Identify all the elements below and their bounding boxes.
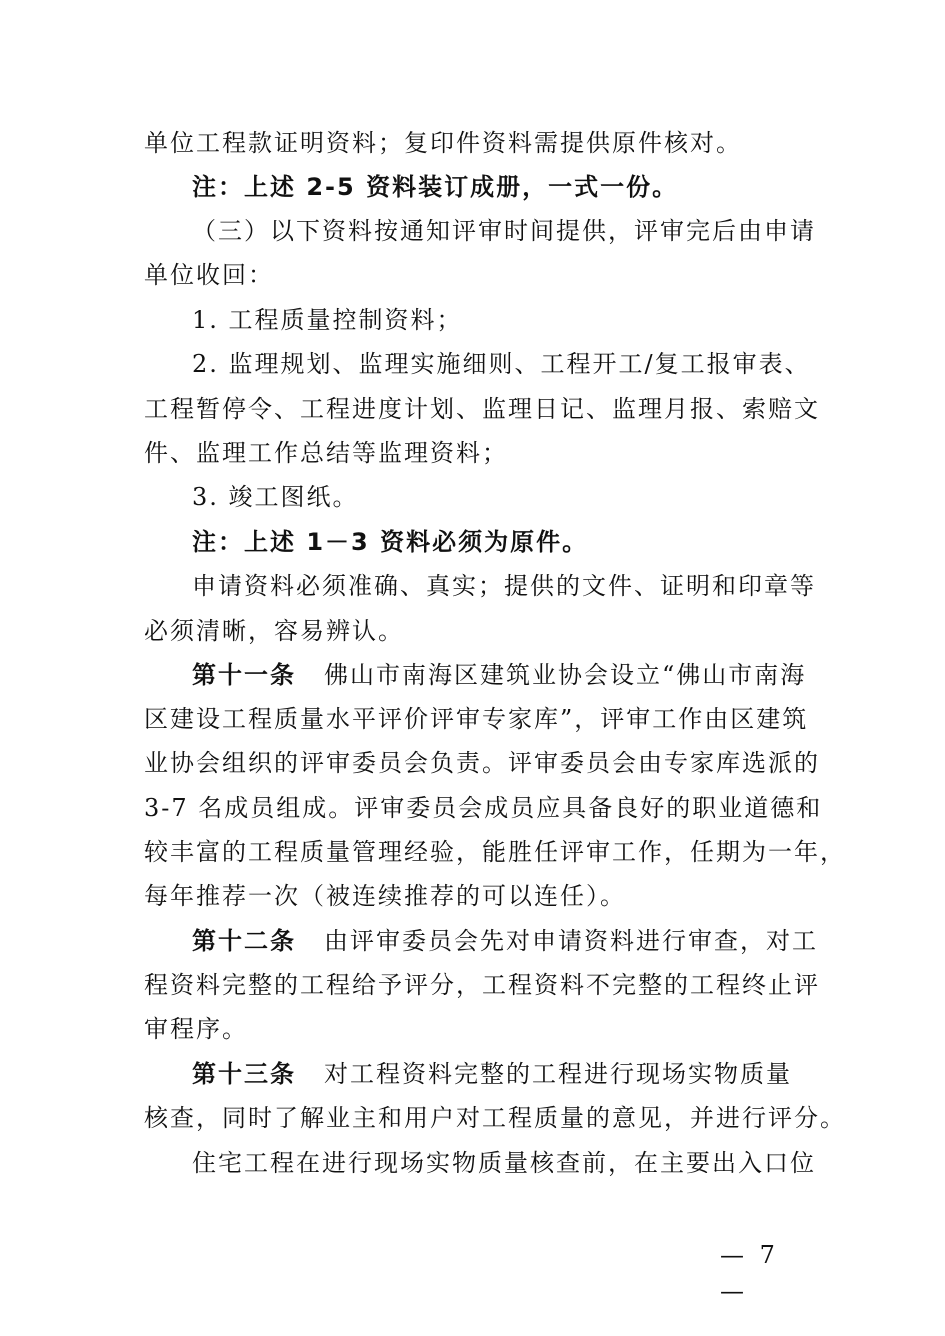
article-text: 佛山市南海区建筑业协会设立“佛山市南海 <box>324 661 807 689</box>
article-line <box>0 653 945 697</box>
list-item: 2. 监理规划、监理实施细则、工程开工/复工报审表、 <box>192 350 811 378</box>
article-heading: 第十一条 <box>192 661 296 689</box>
text-line: 核查，同时了解业主和用户对工程质量的意见，并进行评分。 <box>144 1104 846 1132</box>
article-heading: 第十三条 <box>192 1060 296 1088</box>
article-heading: 第十二条 <box>192 927 296 955</box>
text-line: 业协会组织的评审委员会负责。评审委员会由专家库选派的 <box>144 749 820 777</box>
article-line <box>0 1052 945 1096</box>
text-line: 区建设工程质量水平评价评审专家库”，评审工作由区建筑 <box>144 705 809 733</box>
article-text: 由评审委员会先对申请资料进行审查，对工 <box>324 927 818 955</box>
list-item: 3. 竣工图纸。 <box>192 483 359 511</box>
note-line: 注：上述 1－3 资料必须为原件。 <box>192 528 589 556</box>
text-line: 住宅工程在进行现场实物质量核查前，在主要出入口位 <box>192 1149 816 1177</box>
text-line: 每年推荐一次（被连续推荐的可以连任）。 <box>144 882 626 910</box>
text-line: 件、监理工作总结等监理资料； <box>144 439 508 467</box>
text-line: 必须清晰，容易辨认。 <box>144 617 404 645</box>
text-line: 工程暂停令、工程进度计划、监理日记、监理月报、索赔文 <box>144 395 820 423</box>
text-line: 申请资料必须准确、真实；提供的文件、证明和印章等 <box>192 572 816 600</box>
text-line: （三）以下资料按通知评审时间提供，评审完后由申请 <box>192 217 816 245</box>
list-item: 1. 工程质量控制资料； <box>192 306 463 334</box>
note-line: 注：上述 2-5 资料装订成册，一式一份。 <box>192 173 679 201</box>
article-line <box>0 919 945 963</box>
text-line: 3-7 名成员组成。评审委员会成员应具备良好的职业道德和 <box>144 794 823 822</box>
page-number: — 7 — <box>720 1241 779 1305</box>
text-line: 程资料完整的工程给予评分，工程资料不完整的工程终止评 <box>144 971 820 999</box>
text-line: 单位收回： <box>144 261 274 289</box>
text-line: 较丰富的工程质量管理经验，能胜任评审工作，任期为一年， <box>144 838 846 866</box>
article-text: 对工程资料完整的工程进行现场实物质量 <box>324 1060 792 1088</box>
text-line: 审程序。 <box>144 1015 248 1043</box>
text-line: 单位工程款证明资料；复印件资料需提供原件核对。 <box>144 129 742 157</box>
